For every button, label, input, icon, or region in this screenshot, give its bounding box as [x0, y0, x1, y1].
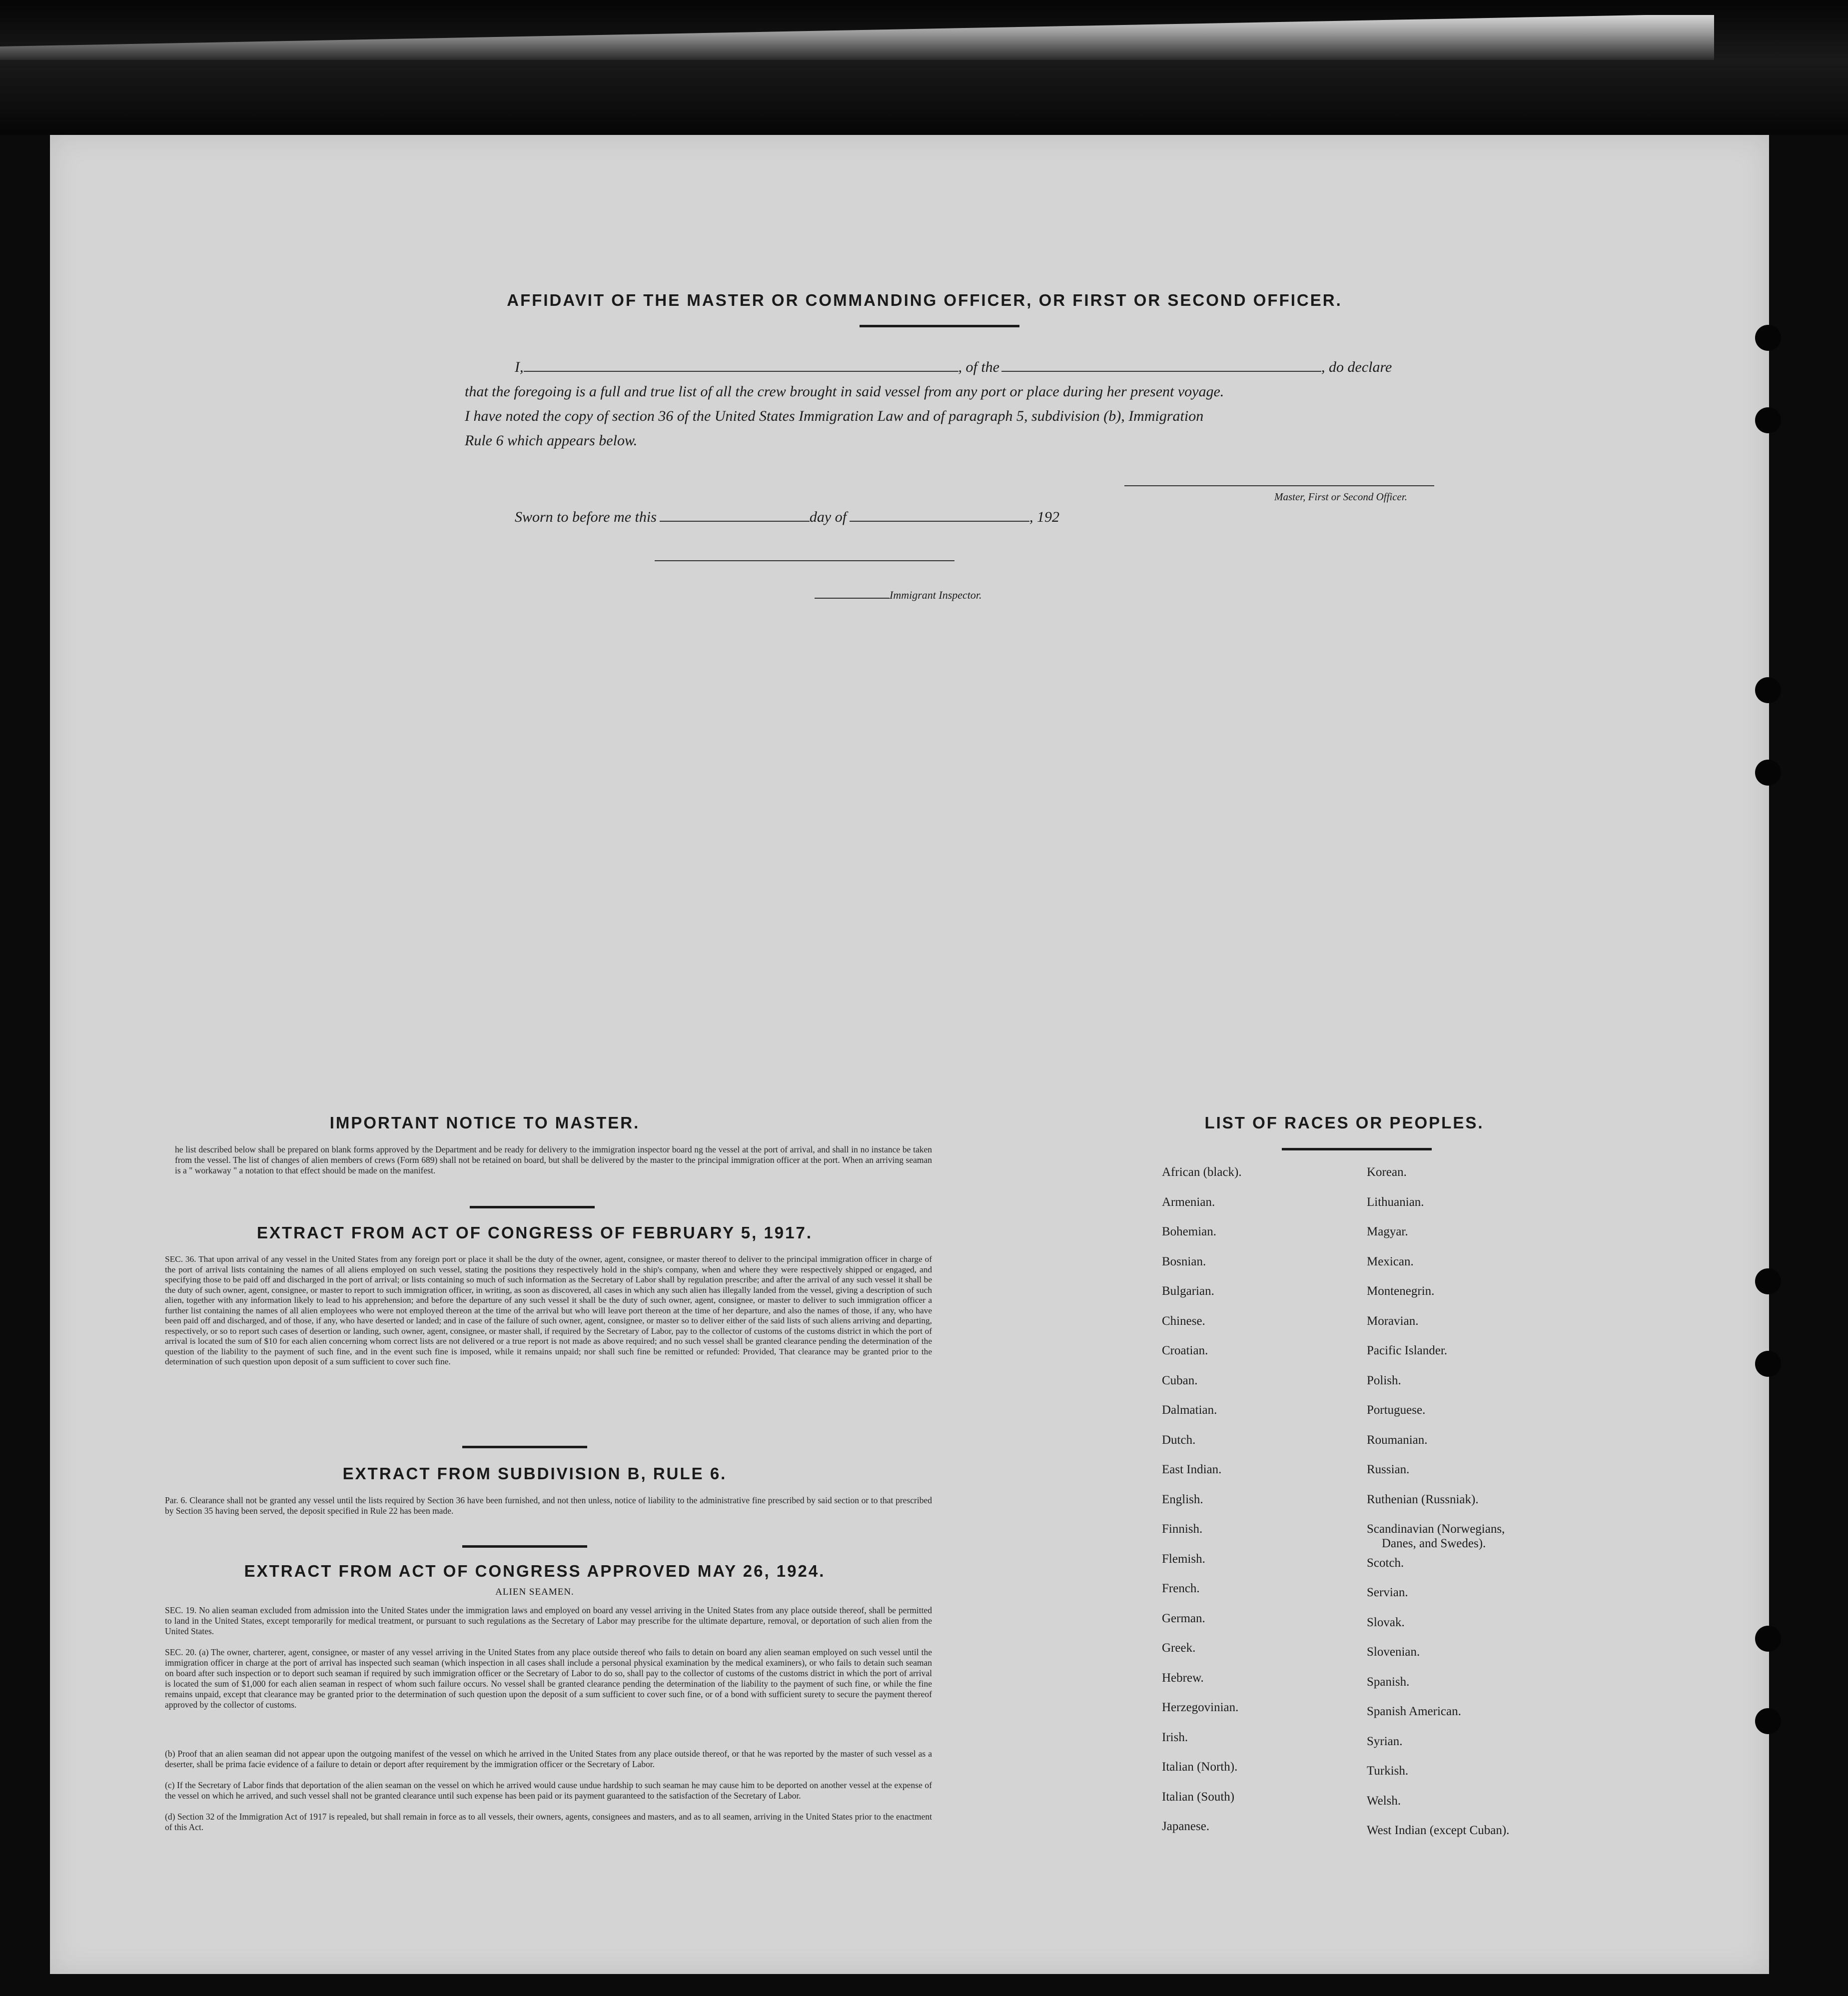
binder-hole — [1755, 677, 1781, 703]
inspector-caption: Immigrant Inspector. — [890, 589, 982, 601]
race-item: Greek. — [1162, 1641, 1196, 1655]
extract-1917-text: SEC. 36. That upon arrival of any vessel in the United States from any foreign port or place it shall be the duty of the owner, agent, consignee, or master thereof to deliver to the principal immigration officer in charge of the port of arrival lists containing the names of all aliens employed on such vessel, stating the positions they respectively hold in the ship's company, when and where they were respectively shipped or engaged, and specifying those to be paid off and discharged in the port of arrival; or lists containing so much of such information as the Secretary of Labor shall by regulation prescribe; and after the arrival of any such vessel it shall be the duty of such owner, agent, consignee, or master to report to such immigration officer, in writing, as soon as discovered, all cases in which any such alien has illegally landed from the vessel, giving a description of such alien, together with any information likely to lead to his apprehension; and before the departure of any such vessel it shall be the duty of such owner, agent, consignee, or master to deliver to such immigration officer a further list containing the names of all alien employees who were not employed thereon at the time of the arrival but who will leave port thereon at the time of her departure, and also the names of those, if any, who have been paid off and discharged, and of those, if any, who have deserted or landed; and in case of the failure of such owner, agent, consignee, or master so to deliver either of the said lists of such aliens arriving and departing, respectively, or so to report such cases of desertion or landing, such owner, agent, consignee, or master shall, if required by the Secretary of Labor, pay to the collector of customs of the customs district in which the port of arrival is located the sum of $10 for each alien concerning whom correct lists are not delivered or a true report is not made as above required; and no such vessel shall be granted clearance pending the determination of the question of the liability to the payment of such fine, and in the event such fine is imposed, while it remains unpaid; nor shall such fine be remitted or refunded: Provided, That clearance may be granted prior to the determination of such question upon deposit of a sum sufficient to cover such fine. — [165, 1254, 932, 1366]
race-item: Irish. — [1162, 1730, 1188, 1744]
sworn-prefix: Sworn to before me this — [515, 509, 657, 525]
sworn-day-of: day of — [809, 509, 847, 525]
sworn-date-blank[interactable] — [660, 520, 810, 522]
race-item: Korean. — [1367, 1165, 1407, 1179]
inspector-signature-line[interactable] — [655, 560, 954, 561]
race-item: Mexican. — [1367, 1254, 1414, 1268]
race-item: Dalmatian. — [1162, 1403, 1217, 1417]
race-item: Danes, and Swedes). — [1382, 1537, 1486, 1550]
notice-rule — [470, 1206, 595, 1208]
race-item: Pacific Islander. — [1367, 1344, 1448, 1357]
extract-1924-sec20c: (c) If the Secretary of Labor finds that deportation of the alien seaman on the vessel on which he arrived would cause undue hardship to such seaman he may cause him to be deported on another vessel at the expense of the vessel on which he arrived, and such vessel shall not be granted clearance until such expense has been paid or its payment guaranteed to the satisfaction of the Secretary of Labor. — [165, 1780, 932, 1801]
binder-hole — [1755, 1351, 1781, 1377]
race-item: Japanese. — [1162, 1820, 1210, 1833]
binder-hole — [1755, 1268, 1781, 1294]
race-item: Roumanian. — [1367, 1433, 1428, 1447]
race-item: West Indian (except Cuban). — [1367, 1824, 1510, 1837]
race-item: East Indian. — [1162, 1463, 1222, 1476]
affidavit-line4: Rule 6 which appears below. — [465, 432, 638, 449]
race-item: Finnish. — [1162, 1522, 1203, 1536]
affidavit-title: AFFIDAVIT OF THE MASTER OR COMMANDING OFFICER, OR FIRST OR SECOND OFFICER. — [507, 291, 1342, 309]
race-item: Spanish American. — [1367, 1705, 1461, 1718]
extract-1924-sec19: SEC. 19. No alien seaman excluded from admission into the United States under the immigration laws and employed on board any vessel arriving in the United States from any place outside thereof, shall be permitted to land in the United States, except temporarily for medical treatment, or pursuant to such regulations as the Secretary of Labor may prescribe for the ultimate departure, removal, or deportation of such alien from the United States. — [165, 1605, 932, 1636]
affidavit-title-rule — [860, 325, 1019, 327]
vessel-blank[interactable] — [1001, 370, 1321, 372]
race-item: Ruthenian (Russniak). — [1367, 1492, 1479, 1506]
races-title: LIST OF RACES OR PEOPLES. — [1204, 1113, 1484, 1132]
scanner-background — [0, 0, 1848, 135]
inspector-name-blank[interactable] — [815, 597, 890, 599]
races-title-rule — [1282, 1148, 1432, 1150]
race-item: Italian (South) — [1162, 1790, 1235, 1804]
race-item: Italian (North). — [1162, 1760, 1238, 1774]
sworn-year: , 192 — [1029, 509, 1060, 525]
race-item: Montenegrin. — [1367, 1284, 1435, 1298]
binder-hole — [1755, 760, 1781, 786]
race-item: Flemish. — [1162, 1552, 1205, 1566]
name-blank[interactable] — [524, 370, 958, 372]
alien-seamen-subtitle: ALIEN SEAMEN. — [495, 1587, 574, 1597]
race-item: Russian. — [1367, 1463, 1410, 1476]
race-item: Turkish. — [1367, 1764, 1409, 1778]
sworn-line — [515, 509, 1059, 526]
race-item: Syrian. — [1367, 1734, 1403, 1748]
affidavit-of-the: , of the — [958, 359, 999, 375]
extract-1917-rule — [462, 1446, 587, 1448]
affidavit-do-declare: , do declare — [1321, 359, 1392, 375]
race-item: Cuban. — [1162, 1373, 1198, 1387]
sworn-month-blank[interactable] — [850, 520, 1029, 522]
race-item: Welsh. — [1367, 1794, 1401, 1808]
extract-rule6-rule — [462, 1545, 587, 1548]
affidavit-line1 — [515, 359, 1392, 376]
affidavit-line3: I have noted the copy of section 36 of the United States Immigration Law and of paragraph 5, subdivision (b), Immigration — [465, 408, 1204, 424]
race-item: Moravian. — [1367, 1314, 1419, 1328]
race-item: Dutch. — [1162, 1433, 1196, 1447]
race-item: French. — [1162, 1582, 1200, 1595]
master-signature-caption: Master, First or Second Officer. — [1274, 491, 1407, 503]
race-item: Hebrew. — [1162, 1671, 1204, 1685]
race-item: Bosnian. — [1162, 1254, 1206, 1268]
race-item: Portuguese. — [1367, 1403, 1426, 1417]
race-item: German. — [1162, 1611, 1205, 1625]
extract-1924-sec20d: (d) Section 32 of the Immigration Act of 1917 is repealed, but shall remain in force as to all vessels, their owners, agents, consignees and masters, and as to all seamen, arriving in the United States prior to the enactment of this Act. — [165, 1812, 932, 1832]
race-item: Croatian. — [1162, 1344, 1208, 1357]
race-item: Armenian. — [1162, 1195, 1215, 1209]
extract-1924-title: EXTRACT FROM ACT OF CONGRESS APPROVED MAY 26, 1924. — [244, 1562, 826, 1580]
affidavit-i: I, — [515, 359, 524, 375]
binder-hole — [1755, 325, 1781, 351]
inspector-caption-line — [815, 589, 982, 602]
binder-hole — [1755, 1708, 1781, 1734]
extract-rule6-title: EXTRACT FROM SUBDIVISION B, RULE 6. — [342, 1464, 727, 1483]
race-item: Chinese. — [1162, 1314, 1205, 1328]
race-item: Bulgarian. — [1162, 1284, 1214, 1298]
race-item: Herzegovinian. — [1162, 1701, 1239, 1714]
race-item: Servian. — [1367, 1586, 1408, 1599]
race-item: Magyar. — [1367, 1225, 1408, 1238]
extract-1924-sec20b: (b) Proof that an alien seaman did not appear upon the outgoing manifest of the vessel on which he arrived in the United States from any place outside thereof, or that he was reported by the master of such vessel as a deserter, shall be prima facie evidence of a failure to detain or deport after requirement by the immigration officer or the Secretary of Labor. — [165, 1749, 932, 1769]
extract-rule6-text: Par. 6. Clearance shall not be granted any vessel until the lists required by Section 36 have been furnished, and not then unless, notice of liability to the administrative fine prescribed by said section or to that prescribed by Section 35 having been served, the deposit specified in Rule 22 has been made. — [165, 1495, 932, 1516]
race-item: Slovak. — [1367, 1615, 1405, 1629]
form-page — [50, 135, 1769, 1974]
race-item: Lithuanian. — [1367, 1195, 1424, 1209]
extract-1924-sec20a: SEC. 20. (a) The owner, charterer, agent, consignee, or master of any vessel arriving in the United States from any place outside thereof who fails to detain on board any alien seaman employed on such vessel until the immigration officer in charge at the port of arrival has inspected such seaman (which inspection in all cases shall include a personal physical examination by the medical examiners), or who fails to detain such seaman on board after such inspection or to deport such seaman if required by such immigration officer or the Secretary of Labor to do so, shall pay to the collector of customs of the customs district in which the port of arrival is located the sum of $1,000 for each alien seaman in respect of whom such failure occurs. No vessel shall be granted clearance pending the determination of the liability to the payment of such fine, or while the fine remains unpaid, except that clearance may be granted prior to the determination of such question upon the deposit of a sum sufficient to cover such fine, or of a bond with sufficient surety to secure the payment thereof approved by the collector of customs. — [165, 1647, 932, 1710]
notice-text: he list described below shall be prepared on blank forms approved by the Department and be ready for delivery to the immigration inspector board ng the vessel at the port of arrival, and shall in no instance be taken from the vessel. The list of changes of alien members of crews (Form 689) shall not be retained on board, but shall be delivered by the master to the principal immigration officer at the port. When an arriving seaman is a " workaway " a notation to that effect should be made on the manifest. — [175, 1144, 932, 1175]
notice-title: IMPORTANT NOTICE TO MASTER. — [329, 1113, 640, 1132]
race-item: Bohemian. — [1162, 1225, 1217, 1238]
race-item: Spanish. — [1367, 1675, 1410, 1689]
binder-hole — [1755, 1626, 1781, 1652]
affidavit-line2: that the foregoing is a full and true list of all the crew brought in said vessel from any port or place during her present voyage. — [465, 383, 1224, 400]
race-item: Polish. — [1367, 1373, 1401, 1387]
race-item: Scotch. — [1367, 1556, 1404, 1570]
extract-1917-title: EXTRACT FROM ACT OF CONGRESS OF FEBRUARY 5, 1917. — [256, 1223, 813, 1242]
master-signature-line[interactable] — [1124, 485, 1434, 486]
race-item: Scandinavian (Norwegians, — [1367, 1522, 1505, 1536]
binder-hole — [1755, 407, 1781, 433]
race-item: African (black). — [1162, 1165, 1242, 1179]
race-item: Slovenian. — [1367, 1645, 1420, 1659]
race-item: English. — [1162, 1492, 1203, 1506]
background-sheet-edge — [0, 15, 1714, 60]
